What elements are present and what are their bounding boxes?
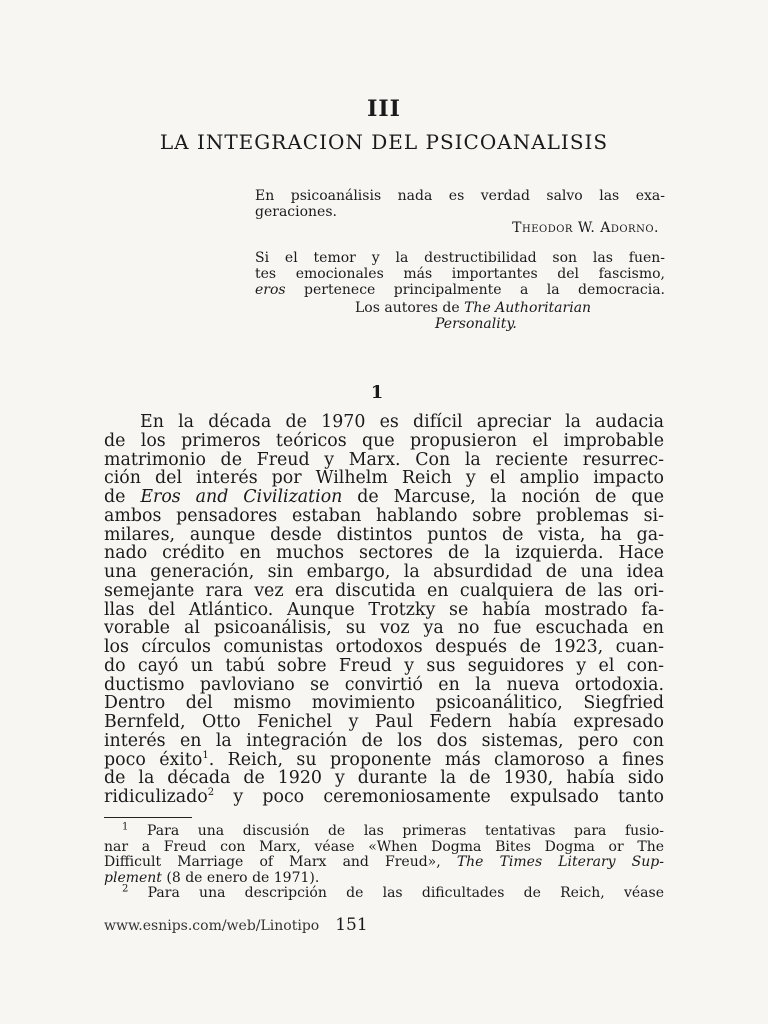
footnote-marker: 2 (122, 883, 129, 895)
body-line: matrimonio de Freud y Marx. Con la reciente resurrec- (104, 449, 664, 470)
body-text: . Reich, su proponente más clamoroso a fines (208, 749, 664, 770)
source-url: www.esnips.com/web/Linotipo (104, 918, 320, 934)
body-text: de (104, 487, 141, 507)
body-line: ambos pensadores estaban hablando sobre problemas si- (104, 505, 664, 526)
journal-title-italic: plement (104, 869, 162, 886)
footnote-text: Para una descripción de las dificultades de Reich, véase (128, 885, 664, 901)
footnote-text: (8 de enero de 1971). (161, 869, 320, 886)
body-line: do cayó un tabú sobre Freud y sus seguidores y el con- (104, 655, 664, 676)
epigraph-adorno (255, 188, 665, 236)
body-line: En la década de 1970 es difícil apreciar la audacia (140, 412, 664, 432)
body-line: una generación, sin embargo, la absurdidad de una idea (104, 562, 664, 582)
body-line: milares, aunque desde distintos puntos de vista, ha ga- (104, 524, 664, 545)
footnote-text: Difficult Marriage of Marx and Freud», (104, 854, 457, 870)
body-line: llas del Atlántico. Aunque Trotzky se había mostrado fa- (104, 599, 664, 620)
footnote-divider (104, 817, 192, 818)
footnote-line (104, 871, 664, 887)
section-number: 1 (370, 382, 384, 403)
epigraph-attribution: Theodor W. Adorno. (512, 220, 659, 236)
chapter-number: III (367, 96, 401, 122)
epigraph-attribution (255, 300, 665, 332)
page-footer (104, 915, 368, 935)
body-line: los círculos comunistas ortodoxos después de 1923, cuan- (104, 637, 664, 657)
epigraph-text: pertenece principalmente a la democracia. (285, 282, 665, 298)
journal-title-italic: The Times Literary Sup- (456, 854, 664, 870)
epigraph-authoritarian-personality (255, 250, 665, 332)
body-line (104, 751, 664, 770)
body-line: de la década de 1920 y durante la de 1930, había sido (104, 768, 664, 789)
body-paragraph (104, 413, 664, 807)
chapter-title: LA INTEGRACION DEL PSICOANALISIS (159, 130, 609, 154)
epigraph-line: Si el temor y la destructibilidad son las fuen- (255, 250, 665, 266)
body-line: ción del interés por Wilhelm Reich y el amplio impacto (104, 468, 664, 489)
book-title-italic: Eros and Civilization (140, 487, 343, 507)
footnote-marker: 1 (122, 821, 129, 833)
body-line: vorable al psicoanálisis, su voz ya no fue escuchada en (104, 618, 664, 639)
body-line: ductismo pavloviano se convirtió en la nueva ortodoxia. (104, 674, 664, 695)
body-line: nado crédito en muchos sectores de la izquierda. Hace (104, 543, 664, 564)
body-text: de Marcuse, la noción de que (342, 487, 665, 507)
attribution-work-title: The Authoritarian (464, 300, 592, 316)
footnote-line (104, 883, 664, 902)
body-line (104, 488, 664, 507)
body-line: Dentro del mismo movimiento psicoanálitico, Siegfried (104, 693, 664, 714)
epigraph-line (255, 282, 665, 298)
footnote-line (104, 821, 664, 840)
body-line: semejante rara vez era discutida en cualquiera de las ori- (104, 580, 664, 601)
page-number: 151 (335, 915, 368, 935)
epigraph-line: geraciones. (255, 204, 337, 220)
body-text: ridiculizado (104, 787, 208, 807)
footnotes (104, 821, 664, 902)
footnote-reference[interactable]: 2 (207, 787, 215, 799)
body-line (104, 788, 664, 807)
body-line: de los primeros teóricos que propusieron el improbable (104, 430, 664, 451)
epigraph-line: En psicoanálisis nada es verdad salvo las exa- (255, 188, 665, 204)
epigraph-line: tes emocionales más importantes del fascismo, (255, 266, 665, 282)
footnote-text: Para una discusión de las primeras tentativas para fusio- (128, 823, 664, 839)
body-text: poco éxito (104, 749, 203, 770)
attribution-prefix: Los autores de (355, 300, 465, 316)
body-line: Bernfeld, Otto Fenichel y Paul Federn había expresado (104, 712, 664, 732)
body-line: interés en la integración de los dos sistemas, pero con (104, 730, 664, 751)
attribution-work-title-cont: Personality. (435, 316, 517, 332)
epigraph-italic-word: eros (255, 282, 286, 298)
footnote-reference[interactable]: 1 (202, 749, 209, 761)
footnote-line (104, 855, 664, 871)
body-text: y poco ceremoniosamente expulsado tanto (214, 787, 664, 807)
footnote-line: nar a Freud con Marx, véase «When Dogma Bites Dogma or The (104, 838, 664, 855)
